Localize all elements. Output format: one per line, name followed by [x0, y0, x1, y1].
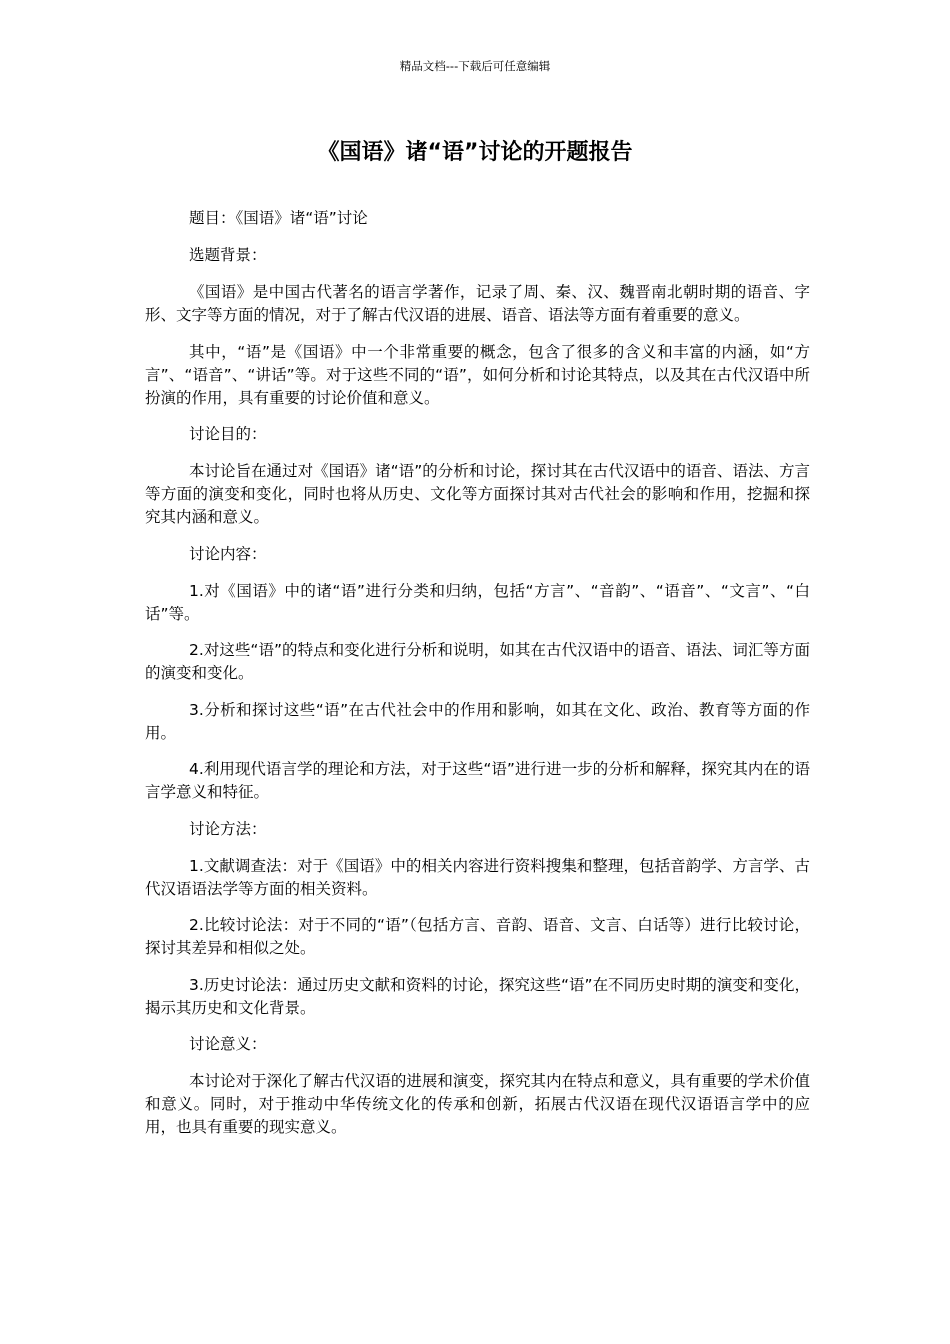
- background-paragraph-1: 《国语》是中国古代著名的语言学著作，记录了周、秦、汉、魏晋南北朝时期的语音、字形、文字等方面的情况，对于了解古代汉语的进展、语音、语法等方面有着重要的意义。: [145, 283, 810, 324]
- method-item-1: 1.文献调查法：对于《国语》中的相关内容进行资料搜集和整理，包括音韵学、方言学、古代汉语语法学等方面的相关资料。: [145, 856, 810, 898]
- section-heading-background: 选题背景：: [189, 246, 267, 264]
- content-item-2: 2.对这些“语”的特点和变化进行分析和说明，如其在古代汉语中的语音、语法、词汇等方面的演变和变化。: [145, 641, 810, 682]
- topic-line: 题目：《国语》诸“语”讨论: [189, 209, 368, 227]
- method-item-3: 3.历史讨论法：通过历史文献和资料的讨论，探究这些“语”在不同历史时期的演变和变化，揭示其历史和文化背景。: [145, 975, 810, 1017]
- section-heading-content: 讨论内容：: [189, 544, 267, 563]
- content-item-4: 4.利用现代语言学的理论和方法，对于这些“语”进行进一步的分析和解释，探究其内在的语言学意义和特征。: [145, 760, 810, 801]
- content-item-3: 3.分析和探讨这些“语”在古代社会中的作用和影响，如其在文化、政治、教育等方面的作用。: [145, 700, 810, 742]
- method-item-2: 2.比较讨论法：对于不同的“语”（包括方言、音韵、语音、文言、白话等）进行比较讨论，探讨其差异和相似之处。: [145, 916, 810, 957]
- page-header: 精品文档---下载后可任意编辑: [399, 59, 551, 73]
- section-heading-significance: 讨论意义：: [189, 1035, 267, 1053]
- document-body: [145, 207, 810, 1153]
- section-heading-method: 讨论方法：: [189, 819, 267, 838]
- content-item-1: 1.对《国语》中的诸“语”进行分类和归纳，包括“方言”、“音韵”、“语音”、“文言”、“白话”等。: [145, 581, 810, 623]
- purpose-paragraph: 本讨论旨在通过对《国语》诸“语”的分析和讨论，探讨其在古代汉语中的语音、语法、方言等方面的演变和变化，同时也将从历史、文化等方面探讨其对古代社会的影响和作用，挖掘和探究其内涵和意义。: [145, 462, 810, 526]
- document-title: 《国语》诸“语”讨论的开题报告: [317, 140, 633, 165]
- background-paragraph-2: 其中，“语”是《国语》中一个非常重要的概念，包含了很多的含义和丰富的内涵，如“方言”、“语音”、“讲话”等。对于这些不同的“语”，如何分析和讨论其特点，以及其在古代汉语中所扮演的作用，具有重要的讨论价值和意义。: [145, 342, 810, 407]
- significance-paragraph: 本讨论对于深化了解古代汉语的进展和演变，探究其内在特点和意义，具有重要的学术价值和意义。同时，对于推动中华传统文化的传承和创新，拓展古代汉语在现代汉语语言学中的应用，也具有重要的现实意义。: [145, 1072, 810, 1136]
- section-heading-purpose: 讨论目的：: [189, 425, 267, 443]
